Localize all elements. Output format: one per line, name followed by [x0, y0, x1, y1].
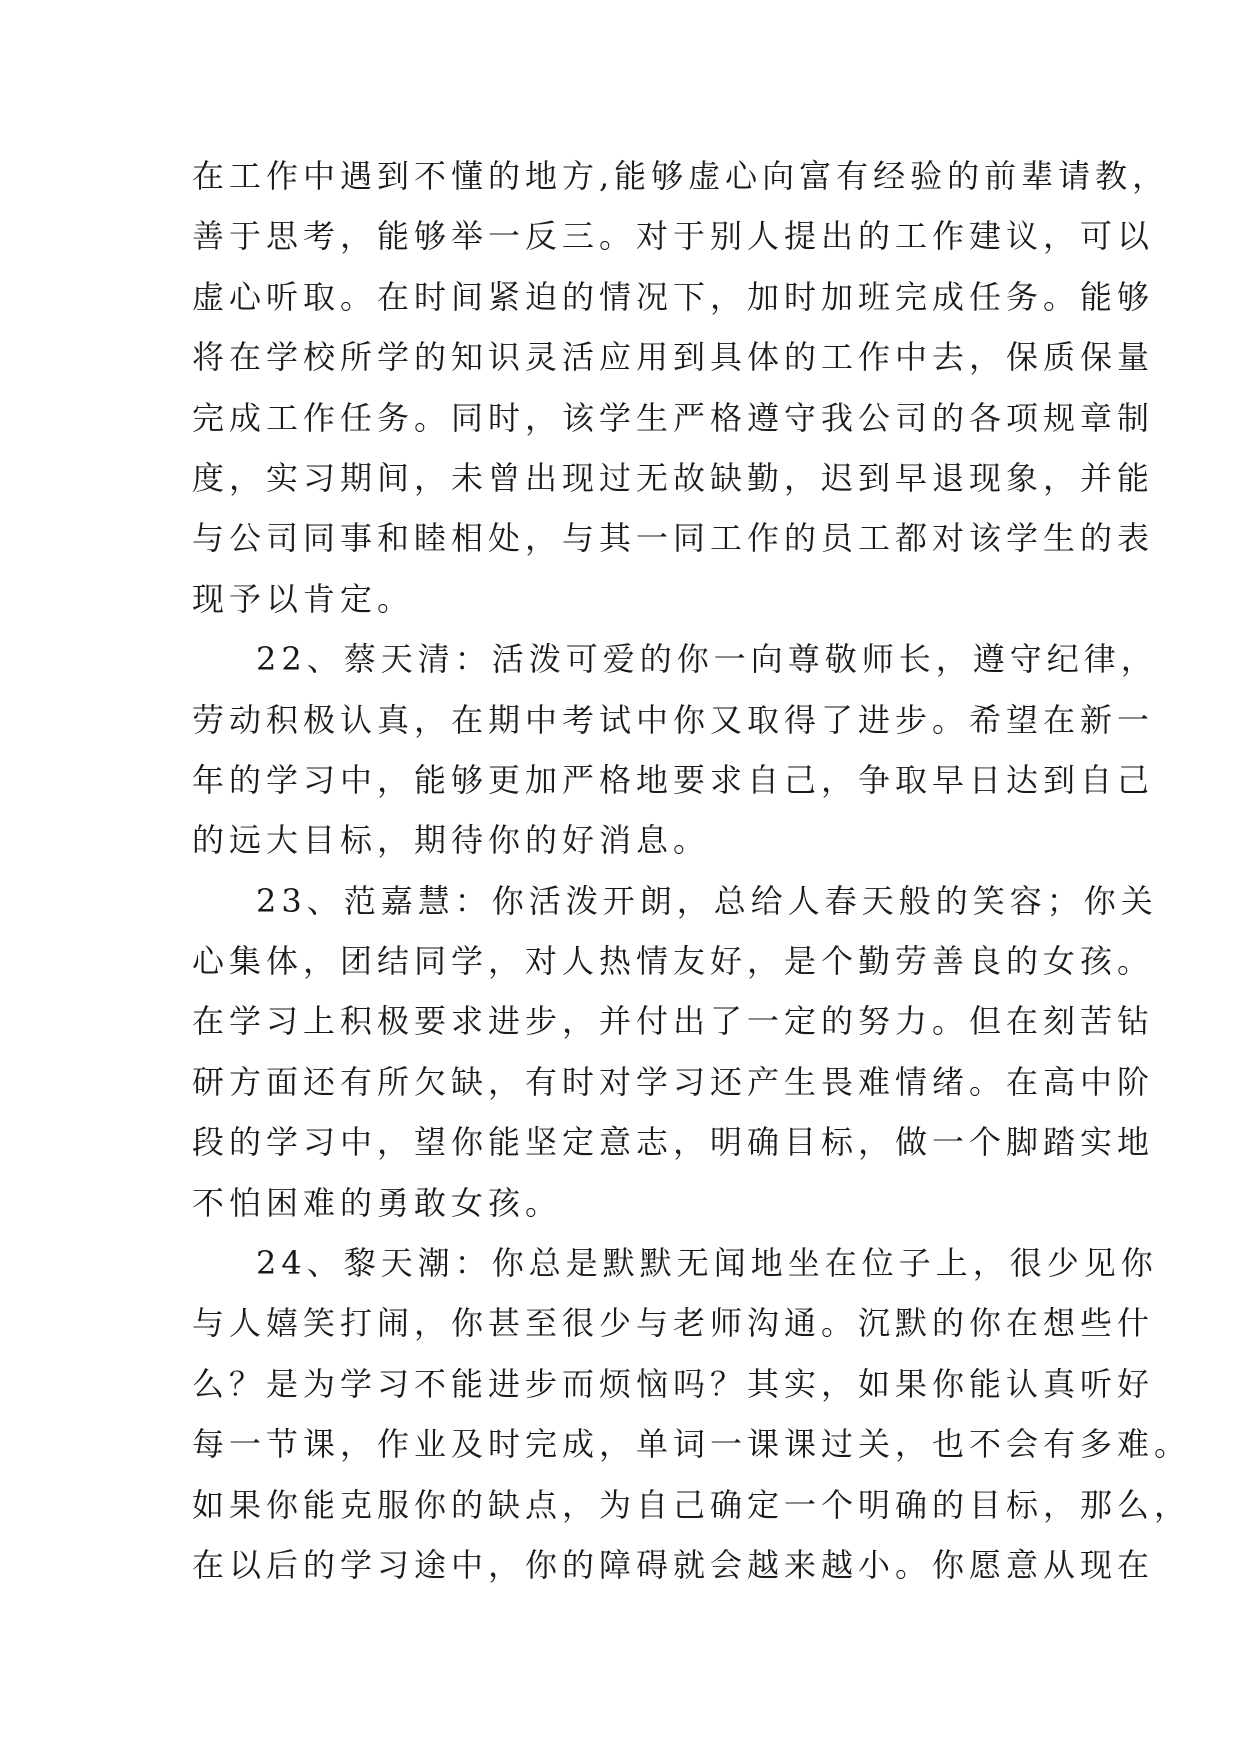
- text-line: 不怕困难的勇敢女孩。: [192, 1183, 563, 1222]
- text-line: 每一节课，作业及时完成，单词一课课过关，也不会有多难。: [192, 1425, 1192, 1464]
- document-body: [192, 146, 1192, 1595]
- text-line: 度，实习期间，未曾出现过无故缺勤，迟到早退现象，并能: [192, 458, 1155, 497]
- text-line: 研方面还有所欠缺，有时对学习还产生畏难情绪。在高中阶: [192, 1062, 1155, 1101]
- text-line: 在学习上积极要求进步，并付出了一定的努力。但在刻苦钻: [192, 1002, 1155, 1041]
- text-line: 将在学校所学的知识灵活应用到具体的工作中去，保质保量: [192, 338, 1155, 377]
- text-line: 在以后的学习途中，你的障碍就会越来越小。你愿意从现在: [192, 1545, 1155, 1584]
- paragraph-start-22: 22、蔡天清：活泼可爱的你一向尊敬师长，遵守纪律，: [256, 640, 1158, 679]
- paragraph-start-24: 24、黎天潮：你总是默默无闻地坐在位子上，很少见你: [256, 1244, 1158, 1283]
- text-line: 与公司同事和睦相处，与其一同工作的员工都对该学生的表: [192, 519, 1155, 558]
- text-line: 的远大目标，期待你的好消息。: [192, 821, 711, 860]
- text-line: 与人嬉笑打闹，你甚至很少与老师沟通。沉默的你在想些什: [192, 1304, 1155, 1343]
- text-line: 么？是为学习不能进步而烦恼吗？其实，如果你能认真听好: [192, 1364, 1155, 1403]
- text-line: 劳动积极认真，在期中考试中你又取得了进步。希望在新一: [192, 700, 1155, 739]
- text-line: 心集体，团结同学，对人热情友好，是个勤劳善良的女孩。: [192, 942, 1155, 981]
- paragraph-start-23: 23、范嘉慧：你活泼开朗，总给人春天般的笑容；你关: [256, 881, 1158, 920]
- text-line: 善于思考，能够举一反三。对于别人提出的工作建议，可以: [192, 217, 1155, 256]
- text-line: 在工作中遇到不懂的地方,能够虚心向富有经验的前辈请教，: [192, 157, 1170, 195]
- text-line: 如果你能克服你的缺点，为自己确定一个明确的目标，那么，: [192, 1485, 1192, 1524]
- text-line: 现予以肯定。: [192, 579, 415, 618]
- text-line: 虚心听取。在时间紧迫的情况下，加时加班完成任务。能够: [192, 277, 1155, 316]
- text-line: 完成工作任务。同时，该学生严格遵守我公司的各项规章制: [192, 398, 1155, 437]
- text-line: 段的学习中，望你能坚定意志，明确目标，做一个脚踏实地: [192, 1123, 1155, 1162]
- text-line: 年的学习中，能够更加严格地要求自己，争取早日达到自己: [192, 760, 1155, 799]
